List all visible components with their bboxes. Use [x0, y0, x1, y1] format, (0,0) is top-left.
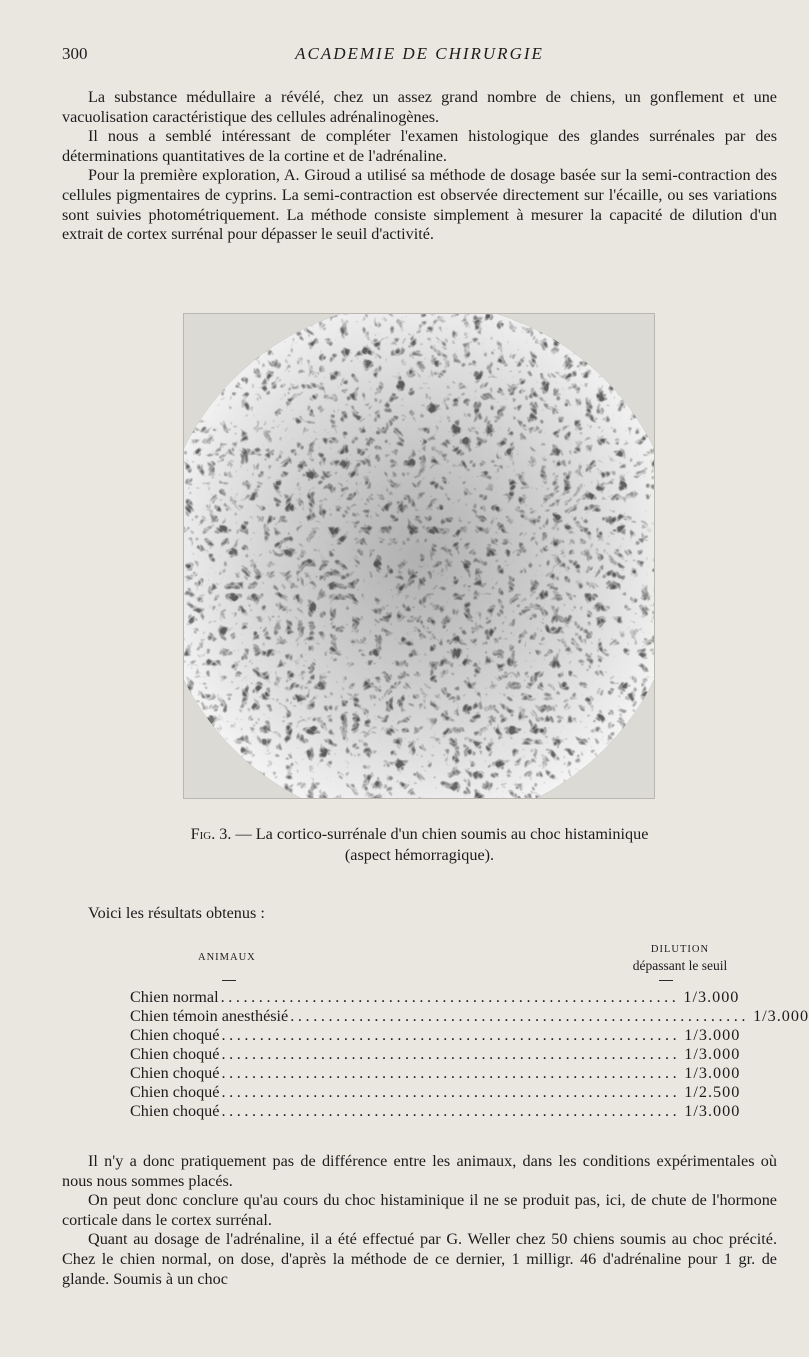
animal-cell: Chien normal: [130, 988, 219, 1006]
paragraph: On peut donc conclure qu'au cours du choc histaminique il ne se produit pas, ici, de chute de l'hormone corticale dans le cortex surrénal.: [62, 1191, 777, 1229]
table-row: [130, 1007, 809, 1026]
caption-text: — La cortico-surrénale d'un chien soumis au choc histaminique: [231, 825, 649, 843]
running-title: ACADEMIE DE CHIRURGIE: [295, 44, 544, 63]
column-header-dilution-sub: dépassant le seuil: [632, 958, 728, 973]
outro-text: [62, 1152, 777, 1289]
animal-cell: Chien choqué: [130, 1064, 220, 1082]
table-row: [130, 1083, 741, 1102]
animal-cell: Chien choqué: [130, 1102, 220, 1120]
dot-leader: ............................................................: [221, 1102, 681, 1120]
dot-leader: ............................................................: [290, 1007, 750, 1025]
results-intro: Voici les résultats obtenus :: [88, 904, 265, 922]
dilution-cell: 1/3.000: [684, 1064, 741, 1082]
animal-cell: Chien choqué: [130, 1083, 220, 1101]
dilution-cell: 1/2.500: [684, 1083, 741, 1101]
table-row: [130, 1026, 741, 1045]
header-rule-left: [222, 980, 236, 981]
micrograph-figure: [183, 313, 655, 799]
dilution-cell: 1/3.000: [753, 1007, 809, 1025]
dot-leader: ............................................................: [221, 1045, 681, 1063]
animal-cell: Chien choqué: [130, 1045, 220, 1063]
column-header-animals: ANIMAUX: [198, 952, 256, 963]
page-number: 300: [62, 44, 88, 63]
figure-caption: [62, 824, 777, 866]
results-table: [130, 988, 809, 1121]
table-row: [130, 1064, 741, 1083]
dot-leader: ............................................................: [220, 988, 680, 1006]
paragraph: Il n'y a donc pratiquement pas de différence entre les animaux, dans les conditions expérimentales où nous nous sommes placés.: [62, 1152, 777, 1190]
dot-leader: ............................................................: [221, 1064, 681, 1082]
dilution-cell: 1/3.000: [683, 988, 740, 1006]
paragraph: Pour la première exploration, A. Giroud a utilisé sa méthode de dosage basée sur la semi-contraction des cellules pigmentaires de cyprins. La semi-contraction est observée directement sur l'écaille, ou ses variations sont suivies photométriquement. La méthode consiste simplement à mesurer la capacité de dilution d'un extrait de cortex surrénal pour dépasser le seuil d'activité.: [62, 166, 777, 244]
paragraph: La substance médullaire a révélé, chez un assez grand nombre de chiens, un gonflement et une vacuolisation caractéristique des cellules adrénalinogènes.: [62, 88, 777, 126]
animal-cell: Chien choqué: [130, 1026, 220, 1044]
column-header-dilution: [600, 942, 760, 974]
page-header: [62, 44, 777, 70]
paragraph: Quant au dosage de l'adrénaline, il a été effectué par G. Weller chez 50 chiens soumis au choc précité. Chez le chien normal, on dose, d'après la méthode de ce dernier, 1 milligr. 46 d'adrénaline pour 1 gr. de glande. Soumis à un choc: [62, 1230, 777, 1288]
table-row: [130, 1045, 741, 1064]
dilution-cell: 1/3.000: [684, 1045, 741, 1063]
dilution-cell: 1/3.000: [684, 1026, 741, 1044]
table-row: [130, 1102, 741, 1121]
table-row: [130, 988, 740, 1007]
micrograph-image: [184, 314, 654, 798]
caption-text-line2: (aspect hémorragique).: [344, 846, 495, 864]
column-header-dilution-title: DILUTION: [650, 944, 710, 955]
dot-leader: ............................................................: [221, 1083, 681, 1101]
dilution-cell: 1/3.000: [684, 1102, 741, 1120]
figure-label: Fig. 3.: [190, 825, 232, 843]
animal-cell: Chien témoin anesthésié: [130, 1007, 289, 1025]
intro-text: [62, 88, 777, 245]
header-rule-right: [659, 980, 673, 981]
paragraph: Il nous a semblé intéressant de compléter l'examen histologique des glandes surrénales par des déterminations quantitatives de la cortine et de l'adrénaline.: [62, 127, 777, 165]
dot-leader: ............................................................: [221, 1026, 681, 1044]
